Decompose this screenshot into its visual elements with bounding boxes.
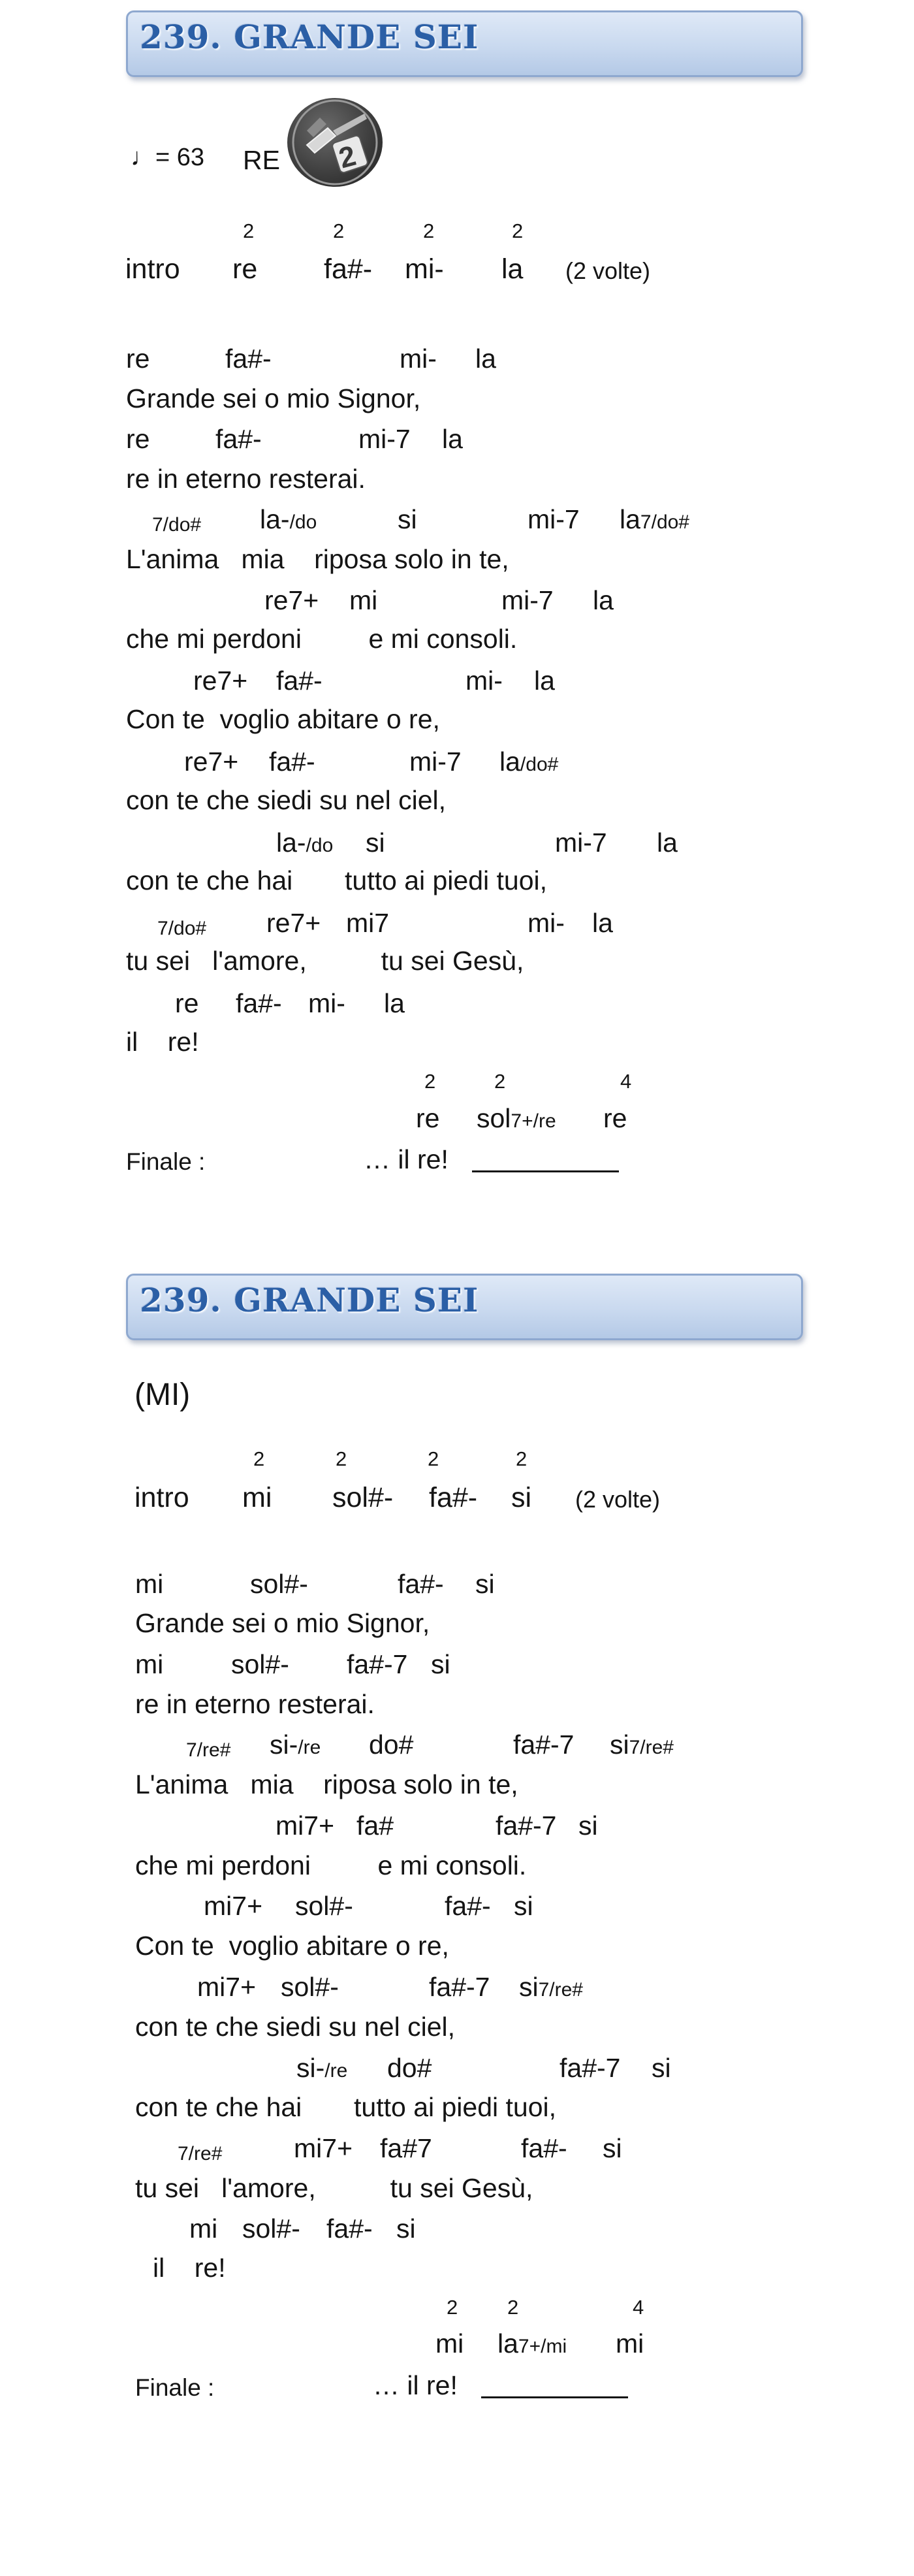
- beat-count: 4: [620, 1070, 632, 1093]
- beat-count: 2: [494, 1070, 506, 1093]
- beat-count: 2: [423, 219, 435, 242]
- lyric-line: che mi perdoni e mi consoli.: [135, 1850, 527, 1880]
- lyric-line: con te che hai tutto ai piedi tuoi,: [135, 2092, 557, 2122]
- chord: fa#-: [521, 2133, 567, 2163]
- chord: fa#-: [398, 1569, 444, 1599]
- chord: fa#-: [445, 1891, 491, 1921]
- guitar-icon: [287, 98, 383, 187]
- finale-underline: [481, 2396, 628, 2398]
- chord-bass: 7/re#: [178, 2143, 223, 2165]
- lyric-line: tu sei l'amore, tu sei Gesù,: [135, 2173, 533, 2203]
- chord: la: [501, 253, 524, 285]
- lyric-line: con te che siedi su nel ciel,: [135, 2012, 455, 2042]
- beat-count: 2: [507, 2296, 519, 2319]
- song-title: 239. GRANDE SEI: [140, 1281, 479, 1319]
- lyric-line: re in eterno resterai.: [135, 1689, 375, 1719]
- chord: mi-: [400, 344, 437, 374]
- chord: mi-7: [528, 504, 580, 534]
- chord: re7+: [184, 747, 239, 777]
- chord: [152, 509, 201, 536]
- finale-text: … il re!: [373, 2370, 458, 2400]
- cd-track-badge: [287, 98, 383, 187]
- chord: fa#-: [326, 2214, 373, 2244]
- beat-count: 2: [333, 219, 345, 242]
- chord: si: [475, 1569, 495, 1599]
- chord: fa#-7: [513, 1730, 575, 1760]
- chord: [186, 1734, 230, 1761]
- chord-bass: 7+/re: [511, 1110, 556, 1132]
- chord-root: la-: [260, 504, 290, 534]
- chord: mi: [349, 585, 378, 615]
- chord: si: [366, 828, 385, 858]
- cd-track-number: 2: [335, 139, 360, 175]
- chord: mi-7: [409, 747, 462, 777]
- chord: mi-: [528, 908, 565, 938]
- chord: si: [578, 1811, 598, 1841]
- lyric-line: Con te voglio abitare o re,: [126, 704, 440, 734]
- chord: la: [475, 344, 496, 374]
- chord: [276, 829, 333, 856]
- chord: mi-7: [555, 828, 607, 858]
- chord: re: [126, 344, 150, 374]
- chord: fa#: [356, 1811, 394, 1841]
- chord: fa#-: [269, 747, 315, 777]
- chord: mi: [135, 1649, 164, 1679]
- chord: mi: [135, 1569, 164, 1599]
- chord: [178, 2138, 222, 2165]
- lyric-line: Grande sei o mio Signor,: [126, 383, 421, 413]
- chord-bass: 7/do#: [157, 918, 207, 939]
- chord: [519, 1974, 583, 2001]
- chord: re: [603, 1103, 627, 1133]
- finale-label: Finale :: [126, 1148, 206, 1175]
- chord: mi-: [405, 253, 444, 285]
- chord-bass: 7+/mi: [518, 2336, 567, 2357]
- chord: re7+: [193, 666, 248, 696]
- beat-count: 2: [424, 1070, 436, 1093]
- chord: fa#7: [380, 2133, 432, 2163]
- chord: mi-7: [358, 424, 411, 454]
- lyric-line: Grande sei o mio Signor,: [135, 1608, 430, 1638]
- repeat-note: (2 volte): [575, 1486, 661, 1513]
- chord-bass: 7/re#: [538, 1979, 583, 2001]
- lyric-line: con te che hai tutto ai piedi tuoi,: [126, 865, 548, 895]
- lyric-line: tu sei l'amore, tu sei Gesù,: [126, 946, 524, 976]
- chord-root: la: [497, 2328, 518, 2359]
- chord: [157, 912, 206, 939]
- chord: [497, 2330, 567, 2357]
- chord-bass: 7/do#: [640, 511, 689, 533]
- chord: do#: [369, 1730, 414, 1760]
- chord-bass: /do: [289, 511, 317, 533]
- chord: re: [232, 253, 258, 285]
- chord: [610, 1731, 674, 1758]
- lyric-line: L'anima mia riposa solo in te,: [135, 1769, 518, 1799]
- chord-bass: 7/re#: [629, 1737, 674, 1758]
- lyric-line: L'anima mia riposa solo in te,: [126, 544, 509, 574]
- chord: la: [442, 424, 463, 454]
- chord: mi: [189, 2214, 218, 2244]
- chord-root: sol: [477, 1103, 511, 1133]
- chord: mi-: [465, 666, 503, 696]
- chord: mi7+: [294, 2133, 353, 2163]
- chord: [620, 506, 689, 533]
- beat-count: 2: [516, 1447, 528, 1470]
- chord-bass: /do: [306, 835, 334, 856]
- chord-bass: /re: [298, 1737, 321, 1758]
- chord: si: [514, 1891, 533, 1921]
- chord: mi-: [308, 988, 345, 1018]
- chord: si: [603, 2133, 622, 2163]
- chord-root: la-: [276, 828, 306, 858]
- tempo-marking: ♩= 63: [131, 144, 205, 171]
- chord: sol#-: [295, 1891, 353, 1921]
- chord-root: si-: [296, 2053, 325, 2083]
- chord: sol#-: [281, 1972, 339, 2002]
- chord: mi-7: [501, 585, 554, 615]
- intro-label: intro: [125, 253, 180, 285]
- beat-count: 2: [512, 219, 524, 242]
- chord: mi: [616, 2328, 644, 2359]
- chord: mi7+: [204, 1891, 263, 1921]
- beat-count: 2: [336, 1447, 347, 1470]
- chord: la: [593, 585, 614, 615]
- chord: sol#-: [250, 1569, 308, 1599]
- chord: mi7+: [276, 1811, 335, 1841]
- intro-label: intro: [134, 1482, 189, 1513]
- chord-root: si-: [270, 1730, 298, 1760]
- chord-root: si: [519, 1972, 539, 2002]
- chord-bass: 7/re#: [186, 1739, 231, 1761]
- chord: [499, 749, 558, 775]
- beat-count: 2: [447, 2296, 458, 2319]
- beat-count: 4: [633, 2296, 644, 2319]
- finale-underline: [472, 1170, 619, 1172]
- chord: [260, 506, 317, 533]
- chord: fa#-: [276, 666, 323, 696]
- repeat-note: (2 volte): [565, 257, 651, 284]
- key-label: RE: [243, 145, 280, 175]
- finale-label: Finale :: [135, 2374, 215, 2401]
- chord: mi: [435, 2328, 464, 2359]
- chord: fa#-: [215, 424, 262, 454]
- chord: sol#-: [332, 1482, 394, 1513]
- chord-bass: 7/do#: [152, 514, 202, 536]
- chord: si: [396, 2214, 416, 2244]
- chord: re7+: [264, 585, 319, 615]
- chord-root: la: [620, 504, 640, 534]
- chord: la: [534, 666, 555, 696]
- chord: [270, 1731, 321, 1758]
- chord: [477, 1105, 556, 1132]
- chord: si: [398, 504, 417, 534]
- beat-count: 2: [243, 219, 255, 242]
- chord: mi: [242, 1482, 272, 1513]
- chord: fa#-7: [496, 1811, 557, 1841]
- chord: la: [592, 908, 613, 938]
- chord: fa#-7: [429, 1972, 490, 2002]
- chord: fa#-: [225, 344, 272, 374]
- chord: la: [384, 988, 405, 1018]
- chord: si: [652, 2053, 671, 2083]
- chord-bass: /do#: [520, 754, 559, 775]
- song-title: 239. GRANDE SEI: [140, 18, 479, 56]
- lyric-line: il re!: [126, 1027, 199, 1057]
- lyric-line: re in eterno resterai.: [126, 464, 366, 494]
- chord-bass: /re: [324, 2060, 348, 2082]
- lyric-line: il re!: [153, 2253, 226, 2283]
- chord: fa#-7: [347, 1649, 408, 1679]
- chord: sol#-: [242, 2214, 300, 2244]
- beat-count: 2: [253, 1447, 265, 1470]
- chord: fa#-: [324, 253, 373, 285]
- lyric-line: Con te voglio abitare o re,: [135, 1931, 449, 1961]
- chord: si: [511, 1482, 532, 1513]
- chord-root: la: [499, 747, 520, 777]
- beat-count: 2: [428, 1447, 439, 1470]
- title-banner: [126, 10, 803, 77]
- chord: mi7+: [197, 1972, 257, 2002]
- chord: la: [657, 828, 678, 858]
- chord: re7+: [266, 908, 321, 938]
- chord: fa#-: [236, 988, 282, 1018]
- chord: mi7: [346, 908, 390, 938]
- chord: sol#-: [231, 1649, 289, 1679]
- chord: fa#-7: [559, 2053, 621, 2083]
- key-label: (MI): [134, 1377, 191, 1412]
- chord: fa#-: [429, 1482, 478, 1513]
- chord: re: [175, 988, 199, 1018]
- finale-text: … il re!: [364, 1144, 449, 1174]
- chord: si: [431, 1649, 450, 1679]
- chord: do#: [387, 2053, 432, 2083]
- lyric-line: che mi perdoni e mi consoli.: [126, 624, 518, 654]
- chord: [296, 2055, 347, 2082]
- lyric-line: con te che siedi su nel ciel,: [126, 785, 446, 815]
- title-banner: [126, 1274, 803, 1340]
- chord-root: si: [610, 1730, 629, 1760]
- chord: re: [126, 424, 150, 454]
- chord: re: [416, 1103, 440, 1133]
